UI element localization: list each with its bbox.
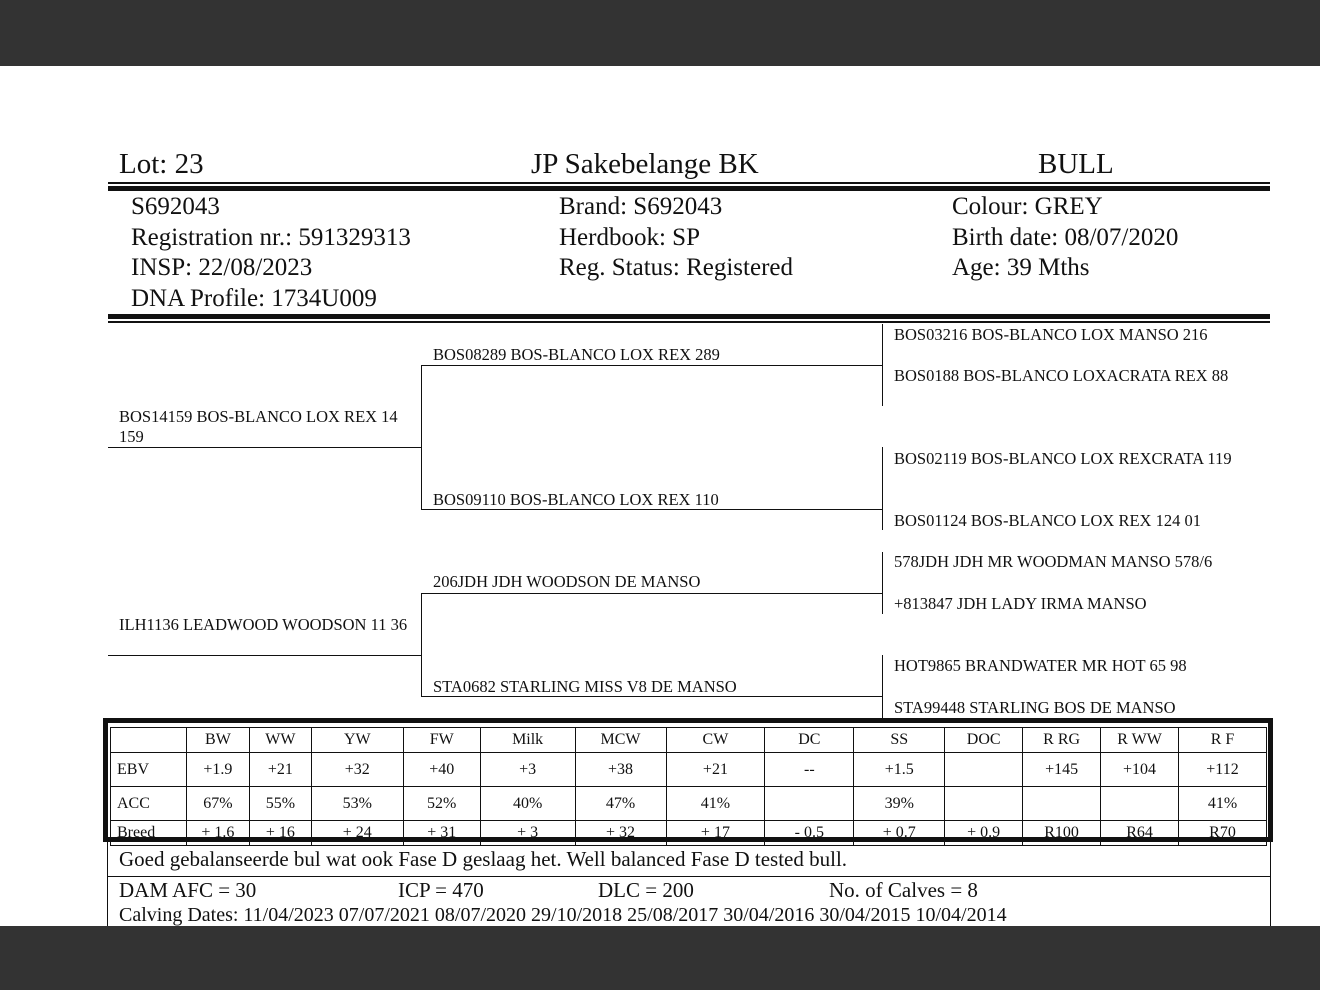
dna-profile: DNA Profile: 1734U009 xyxy=(131,285,377,312)
breed-cell: + 32 xyxy=(575,821,666,846)
comment-text: Goed gebalanseerde bul wat ook Fase D geslaag het. Well balanced Fase D tested bull. xyxy=(119,847,848,871)
ebv-cell: +32 xyxy=(311,753,403,787)
acc-cell xyxy=(1101,787,1179,821)
acc-cell: 41% xyxy=(666,787,765,821)
acc-cell: 40% xyxy=(480,787,575,821)
ebv-cell: +1.5 xyxy=(854,753,945,787)
dam-icp: ICP = 470 xyxy=(398,878,484,902)
ebv-header-cell: R F xyxy=(1178,728,1266,753)
box-right-border xyxy=(1270,842,1271,926)
pedigree-sire: BOS14159 BOS-BLANCO LOX REX 14 159 xyxy=(119,407,398,446)
pedigree-dd-sire: HOT9865 BRANDWATER MR HOT 65 98 xyxy=(894,656,1187,675)
acc-row-label: ACC xyxy=(111,787,187,821)
animal-id: S692043 xyxy=(131,193,220,220)
inspection-date: INSP: 22/08/2023 xyxy=(131,254,313,281)
ebv-cell: +112 xyxy=(1178,753,1266,787)
ebv-header-cell: DC xyxy=(765,728,854,753)
acc-row xyxy=(111,787,1267,821)
ebv-header-cell: SS xyxy=(854,728,945,753)
breed-cell: + 0.9 xyxy=(945,821,1023,846)
header-rule-thin xyxy=(108,182,1270,184)
pedigree-dd-dam: STA99448 STARLING BOS DE MANSO xyxy=(894,698,1176,717)
dam-no-of-calves: No. of Calves = 8 xyxy=(829,878,978,902)
breed-cell: R100 xyxy=(1023,821,1101,846)
breed-cell: R64 xyxy=(1101,821,1179,846)
pedigree-dam-dam: STA0682 STARLING MISS V8 DE MANSO xyxy=(433,677,737,696)
breed-cell: - 0.5 xyxy=(765,821,854,846)
colour: Colour: GREY xyxy=(952,193,1103,220)
acc-cell: 52% xyxy=(403,787,480,821)
top-bar xyxy=(0,0,1320,66)
registration-number: Registration nr.: 591329313 xyxy=(131,224,411,251)
breed-cell: + 0.7 xyxy=(854,821,945,846)
ebv-row-label: EBV xyxy=(111,753,187,787)
acc-cell: 53% xyxy=(311,787,403,821)
pedigree-line xyxy=(421,593,422,697)
herdbook: Herdbook: SP xyxy=(559,224,700,251)
dam-afc: DAM AFC = 30 xyxy=(119,878,257,902)
pedigree-line xyxy=(882,552,883,614)
pedigree-line xyxy=(108,447,422,448)
ebv-header-cell: FW xyxy=(403,728,480,753)
pedigree-sd-sire: BOS02119 BOS-BLANCO LOX REXCRATA 119 xyxy=(894,449,1232,468)
dam-dlc: DLC = 200 xyxy=(598,878,694,902)
age: Age: 39 Mths xyxy=(952,254,1090,281)
brand: Brand: S692043 xyxy=(559,193,723,220)
acc-cell xyxy=(765,787,854,821)
ebv-cell: +145 xyxy=(1023,753,1101,787)
pedigree-ss-sire: BOS03216 BOS-BLANCO LOX MANSO 216 xyxy=(894,325,1208,344)
pedigree-line xyxy=(421,365,422,510)
pedigree-line xyxy=(882,447,883,530)
ebv-cell: -- xyxy=(765,753,854,787)
pedigree-line xyxy=(882,655,883,719)
breed-cell: + 24 xyxy=(311,821,403,846)
birth-date: Birth date: 08/07/2020 xyxy=(952,224,1179,251)
acc-cell: 55% xyxy=(249,787,311,821)
pedigree-sire-sire: BOS08289 BOS-BLANCO LOX REX 289 xyxy=(433,345,720,364)
ebv-row xyxy=(111,753,1267,787)
ebv-header-cell: R RG xyxy=(1023,728,1101,753)
pedigree-line xyxy=(422,365,883,366)
pedigree-ds-dam: +813847 JDH LADY IRMA MANSO xyxy=(894,594,1147,613)
ebv-cell: +40 xyxy=(403,753,480,787)
seller-name: JP Sakebelange BK xyxy=(531,148,759,180)
pedigree-dam-sire: 206JDH JDH WOODSON DE MANSO xyxy=(433,572,701,591)
breed-row xyxy=(111,821,1267,846)
ebv-header-cell: YW xyxy=(311,728,403,753)
pedigree-ds-sire: 578JDH JDH MR WOODMAN MANSO 578/6 xyxy=(894,552,1213,571)
bottom-bar xyxy=(0,926,1320,990)
ebv-cell: +21 xyxy=(666,753,765,787)
ebv-header-cell xyxy=(111,728,187,753)
info-rule-thick xyxy=(108,314,1270,319)
acc-cell: 67% xyxy=(186,787,249,821)
breed-cell: + 16 xyxy=(249,821,311,846)
registration-status: Reg. Status: Registered xyxy=(559,254,793,281)
acc-cell: 41% xyxy=(1178,787,1266,821)
animal-sex: BULL xyxy=(1038,148,1114,180)
pedigree-line xyxy=(422,593,883,594)
breed-cell: + 31 xyxy=(403,821,480,846)
ebv-header-cell: BW xyxy=(186,728,249,753)
acc-cell xyxy=(945,787,1023,821)
ebv-header-cell: MCW xyxy=(575,728,666,753)
calving-dates: Calving Dates: 11/04/2023 07/07/2021 08/07/2020 29/10/2018 25/08/2017 30/04/2016 30/04/2015 10/04/2014 xyxy=(119,904,1007,926)
pedigree-ss-dam: BOS0188 BOS-BLANCO LOXACRATA REX 88 xyxy=(894,366,1229,385)
ebv-cell: +38 xyxy=(575,753,666,787)
ebv-header-cell: DOC xyxy=(945,728,1023,753)
comment-rule xyxy=(107,876,1271,877)
catalogue-page xyxy=(0,66,1320,926)
pedigree-line xyxy=(108,655,422,656)
ebv-cell: +21 xyxy=(249,753,311,787)
breed-cell: + 1.6 xyxy=(186,821,249,846)
box-left-border xyxy=(107,842,108,926)
acc-cell: 39% xyxy=(854,787,945,821)
ebv-header-cell: Milk xyxy=(480,728,575,753)
pedigree-sire-dam: BOS09110 BOS-BLANCO LOX REX 110 xyxy=(433,490,719,509)
breed-cell: + 17 xyxy=(666,821,765,846)
lot-number: Lot: 23 xyxy=(119,148,204,180)
acc-cell: 47% xyxy=(575,787,666,821)
header-rule-thick xyxy=(108,186,1270,191)
info-rule-thin xyxy=(108,321,1270,323)
ebv-header-cell: WW xyxy=(249,728,311,753)
ebv-header-cell: CW xyxy=(666,728,765,753)
ebv-header-row xyxy=(111,728,1267,753)
breed-cell: R70 xyxy=(1178,821,1266,846)
ebv-cell: +3 xyxy=(480,753,575,787)
breed-row-label: Breed xyxy=(111,821,187,846)
ebv-cell: +1.9 xyxy=(186,753,249,787)
breed-cell: + 3 xyxy=(480,821,575,846)
ebv-header-cell: R WW xyxy=(1101,728,1179,753)
pedigree-dam: ILH1136 LEADWOOD WOODSON 11 36 xyxy=(119,615,408,634)
ebv-cell xyxy=(945,753,1023,787)
pedigree-line xyxy=(882,324,883,406)
ebv-table xyxy=(110,727,1267,846)
acc-cell xyxy=(1023,787,1101,821)
pedigree-sd-dam: BOS01124 BOS-BLANCO LOX REX 124 01 xyxy=(894,511,1201,530)
ebv-cell: +104 xyxy=(1101,753,1179,787)
